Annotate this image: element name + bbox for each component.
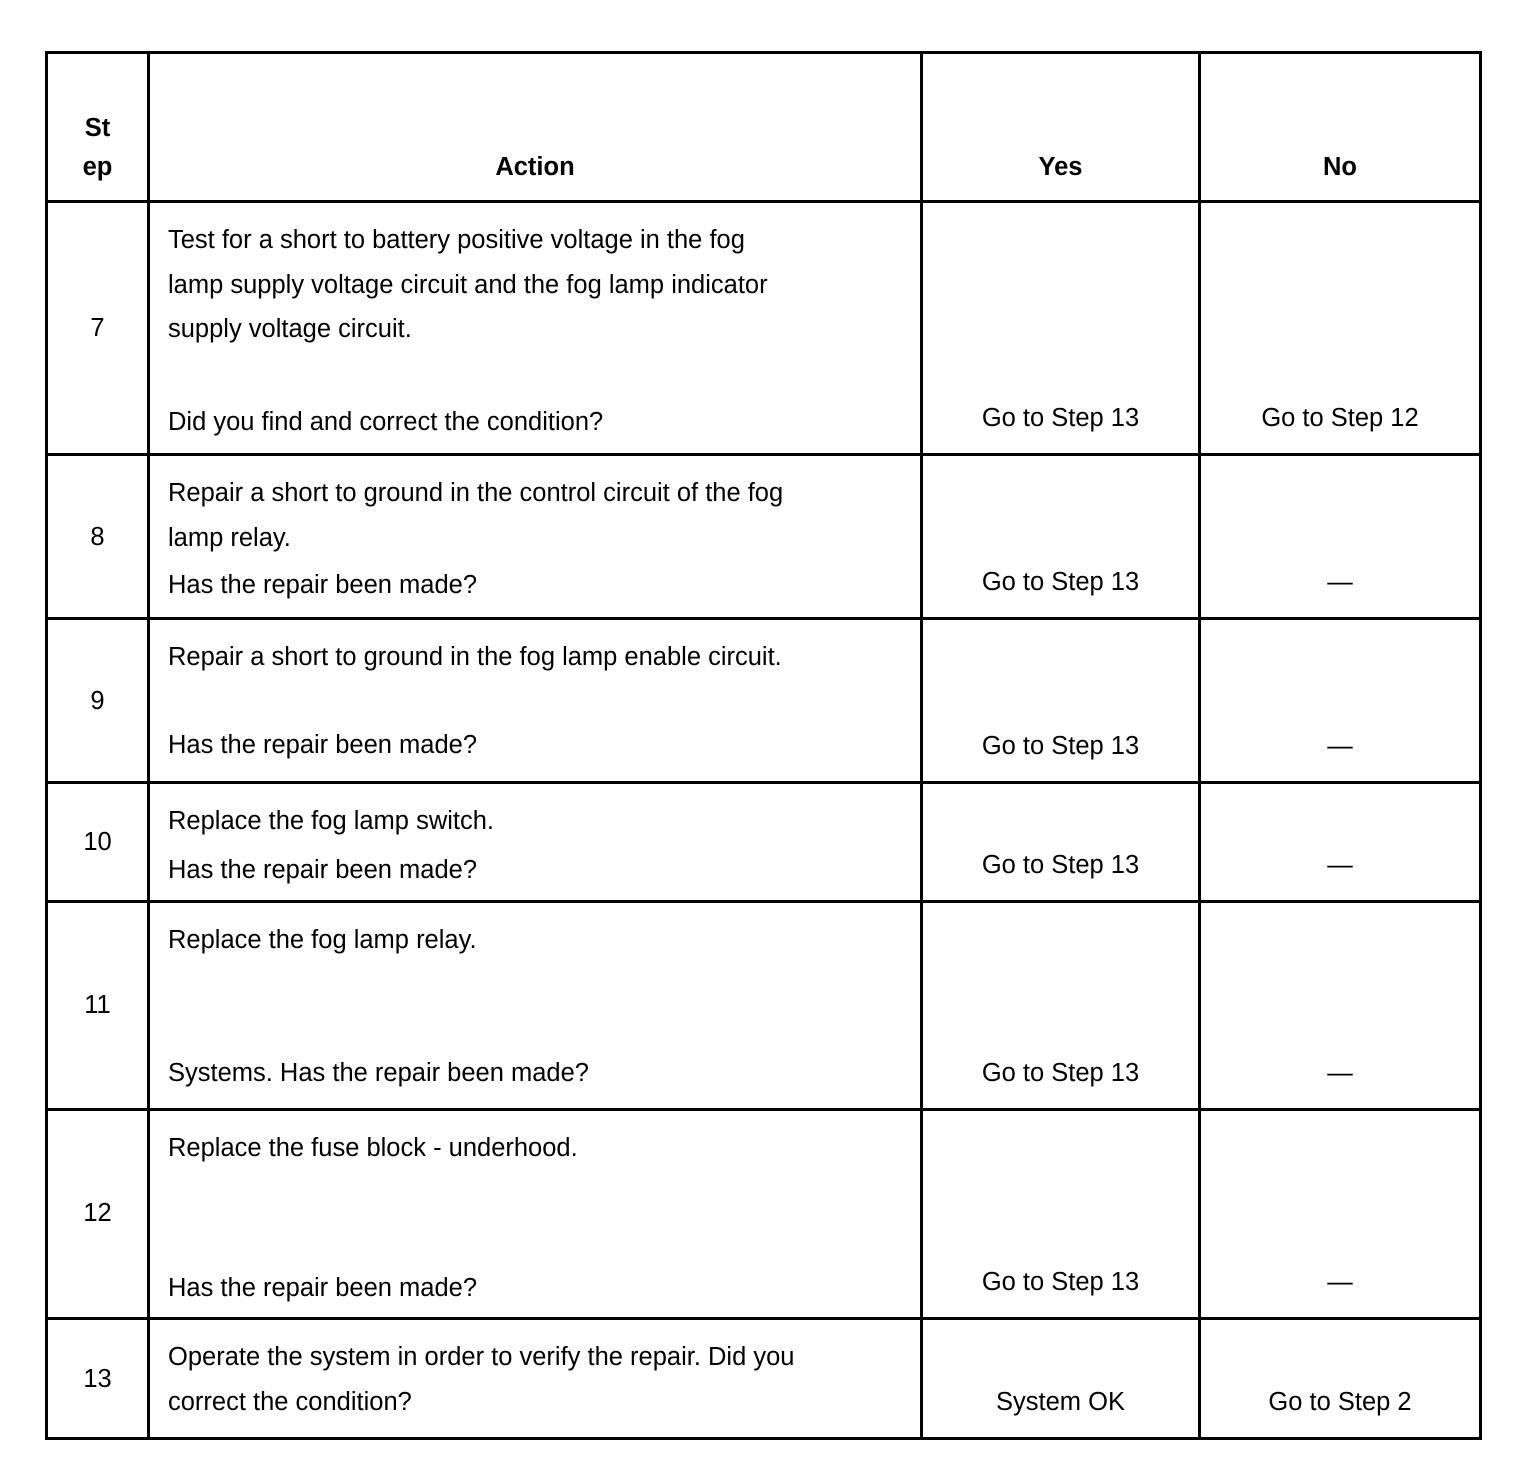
yes-outcome: Go to Step 13 [981,1268,1140,1296]
table-row-no-cell [1201,203,1482,456]
action-question: Has the repair been made? [168,731,478,759]
header-step-cell [48,54,150,203]
table-row-yes-cell [923,203,1201,456]
no-outcome-dash: — [1327,732,1353,760]
no-outcome: Go to Step 12 [1261,404,1419,432]
action-question: Has the repair been made? [168,856,478,884]
yes-outcome: Go to Step 13 [981,568,1140,596]
table-row-action-cell [150,1320,923,1440]
table-row-no-cell [1201,784,1482,903]
action-text: Replace the fog lamp switch. [168,807,494,835]
table-row-step-cell [48,203,150,456]
step-number: 13 [83,1365,112,1393]
yes-outcome: Go to Step 13 [981,1059,1140,1087]
step-number: 12 [83,1199,112,1227]
action-question: Has the repair been made? [168,571,478,599]
table-row-yes-cell [923,456,1201,620]
action-text: Replace the fog lamp relay. [168,926,477,954]
yes-outcome: System OK [996,1388,1125,1416]
step-number: 7 [90,314,105,342]
action-text: correct the condition? [168,1388,412,1416]
header-no: No [1323,153,1357,181]
no-outcome-dash: — [1327,851,1353,879]
header-action-cell [150,54,923,203]
no-outcome: Go to Step 2 [1268,1388,1412,1416]
action-text: lamp supply voltage circuit and the fog lamp indicator [168,271,768,299]
action-text: Test for a short to battery positive voltage in the fog [168,226,745,254]
no-outcome-dash: — [1327,1059,1353,1087]
table-row-no-cell [1201,620,1482,784]
table-row-action-cell [150,456,923,620]
step-number: 11 [84,991,111,1019]
table-row-yes-cell [923,620,1201,784]
header-action: Action [495,153,575,181]
yes-outcome: Go to Step 13 [981,732,1140,760]
step-number: 10 [83,828,112,856]
action-question: Did you find and correct the condition? [168,408,604,436]
table-row-step-cell [48,1111,150,1320]
table-row-yes-cell [923,784,1201,903]
header-step-line1: St [84,114,111,142]
action-text: Replace the fuse block - underhood. [168,1134,578,1162]
table-row-step-cell [48,456,150,620]
header-no-cell [1201,54,1482,203]
action-text: supply voltage circuit. [168,315,412,343]
table-row-yes-cell [923,903,1201,1111]
table-row-action-cell [150,784,923,903]
action-question: Has the repair been made? [168,1274,478,1302]
no-outcome-dash: — [1327,1268,1353,1296]
table-row-action-cell [150,203,923,456]
step-number: 8 [90,523,105,551]
table-row-no-cell [1201,1320,1482,1440]
header-step-line2: ep [82,153,113,181]
no-outcome-dash: — [1327,568,1353,596]
table-row-no-cell [1201,456,1482,620]
diagnostic-table [45,51,1482,1440]
action-text: Repair a short to ground in the control circuit of the fog [168,479,784,507]
action-text: Repair a short to ground in the fog lamp enable circuit. [168,643,782,671]
header-yes-cell [923,54,1201,203]
table-row-yes-cell [923,1111,1201,1320]
table-row-step-cell [48,903,150,1111]
step-number: 9 [90,687,105,715]
table-row-no-cell [1201,903,1482,1111]
action-question: Systems. Has the repair been made? [168,1059,589,1087]
table-row-step-cell [48,1320,150,1440]
table-row-step-cell [48,784,150,903]
table-row-action-cell [150,620,923,784]
table-row-no-cell [1201,1111,1482,1320]
action-text: Operate the system in order to verify the repair. Did you [168,1343,795,1371]
header-yes: Yes [1038,153,1083,181]
action-text: lamp relay. [168,524,291,552]
table-row-step-cell [48,620,150,784]
yes-outcome: Go to Step 13 [981,851,1140,879]
table-row-action-cell [150,903,923,1111]
yes-outcome: Go to Step 13 [981,404,1140,432]
table-row-yes-cell [923,1320,1201,1440]
table-row-action-cell [150,1111,923,1320]
